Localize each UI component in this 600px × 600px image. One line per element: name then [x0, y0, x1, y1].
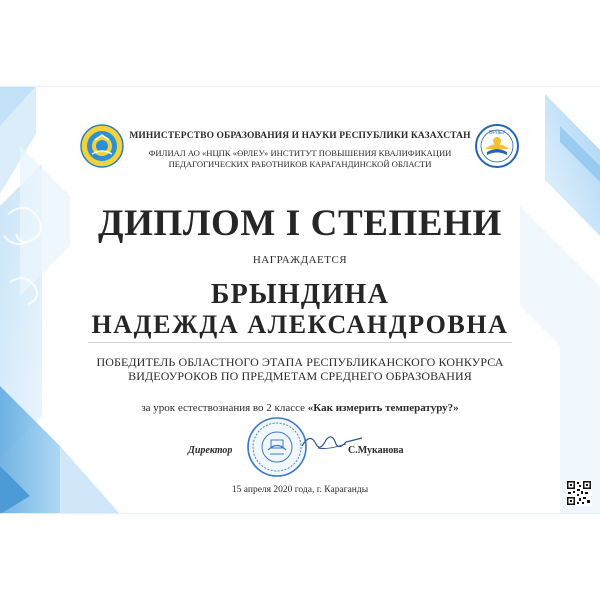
winner-description — [0, 355, 600, 383]
winner-line-1: ПОБЕДИТЕЛЬ ОБЛАСТНОГО ЭТАПА РЕСПУБЛИКАНСКОГО КОНКУРСА — [96, 355, 504, 369]
awarded-label: НАГРАЖДАЕТСЯ — [252, 254, 348, 266]
branch-line-1: ФИЛИАЛ АО «НЦПК «ӨРЛЕУ» ИНСТИТУТ ПОВЫШЕНИЯ КВАЛИФИКАЦИИ — [148, 148, 452, 158]
lesson-prefix: за урок естествознания во 2 классе — [141, 402, 306, 414]
qr-code-icon — [566, 480, 592, 506]
svg-text:ӨРЛЕУ: ӨРЛЕУ — [488, 130, 506, 136]
branch-line-2: ПЕДАГОГИЧЕСКИХ РАБОТНИКОВ КАРАГАНДИНСКОЙ ОБЛАСТИ — [168, 159, 432, 169]
branch-name — [0, 148, 600, 170]
official-seal-stamp-icon — [246, 416, 308, 478]
lesson-description — [0, 402, 600, 414]
divider — [88, 342, 512, 343]
lesson-topic: «Как измерить температуру?» — [307, 402, 459, 414]
ministry-name: МИНИСТЕРСТВО ОБРАЗОВАНИЯ И НАУКИ РЕСПУБЛИКИ КАЗАХСТАН — [129, 131, 471, 141]
diploma-sheet — [0, 86, 600, 514]
date-place: 15 апреля 2020 года, г. Караганды — [231, 485, 369, 495]
winner-line-2: ВИДЕОУРОКОВ ПО ПРЕДМЕТАМ СРЕДНЕГО ОБРАЗОВАНИЯ — [128, 369, 472, 383]
signatory-role: Директор — [188, 445, 233, 456]
diploma-title: ДИПЛОМ I СТЕПЕНИ — [98, 203, 502, 244]
recipient-given-names: НАДЕЖДА АЛЕКСАНДРОВНА — [91, 310, 509, 339]
recipient-surname: БРЫНДИНА — [210, 279, 390, 310]
signatory-name: С.Муканова — [348, 445, 404, 456]
